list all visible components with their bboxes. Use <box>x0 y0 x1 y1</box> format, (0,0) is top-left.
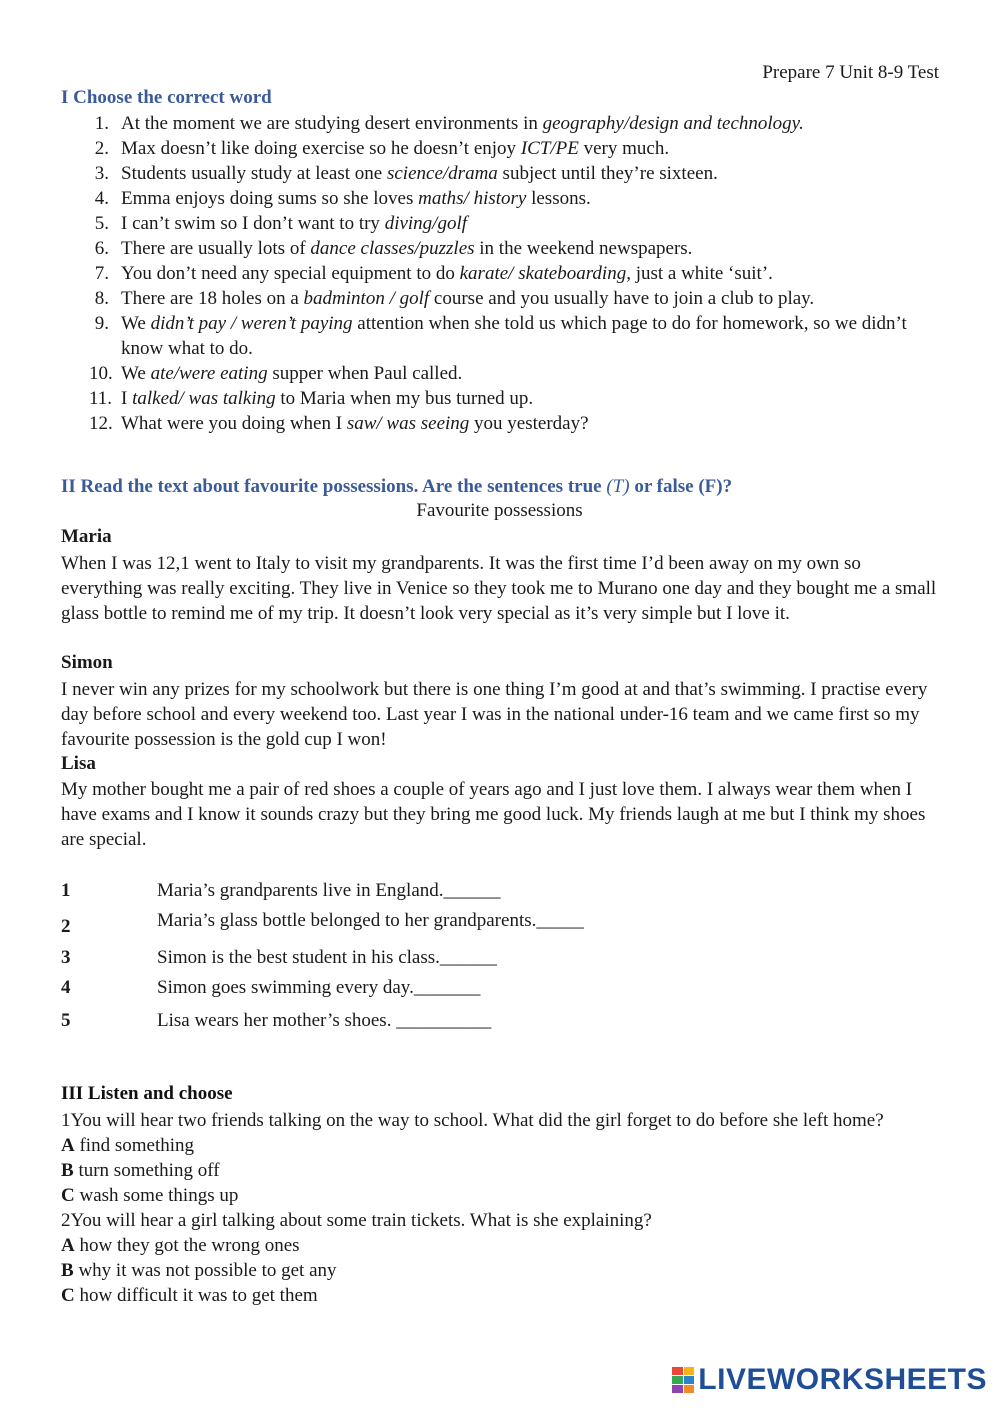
question-text <box>121 261 941 286</box>
question-ending: supper when Paul called. <box>267 363 463 384</box>
question-text <box>121 136 941 161</box>
maria-heading: Maria <box>61 526 112 547</box>
question-stem: Max doesn’t like doing exercise so he doesn’t enjoy <box>121 138 521 159</box>
simon-paragraph: I never win any prizes for my schoolwork but there is one thing I’m good at and that’s swimming. I practise every day before school and every weekend too. Last year I was in the national under-16 team and we came first so my favourite possession is the gold cup I won! <box>61 679 928 750</box>
question-number: 8. <box>94 288 109 309</box>
listening-questions <box>61 1108 941 1308</box>
question-ending: very much. <box>578 138 670 159</box>
question-text <box>121 361 941 386</box>
answer-options[interactable]: diving/golf <box>384 213 468 234</box>
answer-options[interactable]: ICT/PE <box>520 138 579 159</box>
question-number: 1. <box>94 113 109 134</box>
question-number: 9. <box>94 313 109 334</box>
maria-paragraph: When I was 12,1 went to Italy to visit my grandparents. It was the first time I’d been away on my own so everything was really exciting. They live in Venice so they took me to Murano one day and they bought me a small glass bottle to remind me of my trip. It doesn’t look very special as it’s very simple but I love it. <box>61 553 937 624</box>
statement-text: Maria’s grandparents live in England.______ <box>157 880 501 901</box>
statement-row[interactable] <box>61 977 761 999</box>
question-item <box>61 311 941 361</box>
answer-options[interactable]: dance classes/puzzles <box>310 238 475 259</box>
reading-text-title: Favourite possessions <box>416 500 583 521</box>
answer-options[interactable]: science/drama <box>386 163 498 184</box>
answer-options[interactable]: talked/ was talking <box>132 388 276 409</box>
question-stem: We <box>121 363 151 384</box>
q1-option-c[interactable]: C wash some things up <box>61 1185 239 1206</box>
statement-row[interactable] <box>61 1010 761 1032</box>
question-stem: We <box>121 313 151 334</box>
question-2: 2You will hear a girl talking about some train tickets. What is she explaining? <box>61 1210 652 1231</box>
question-number: 2. <box>94 138 109 159</box>
q1-option-a[interactable]: A find something <box>61 1135 195 1156</box>
statement-row[interactable] <box>61 880 761 902</box>
question-1: 1You will hear two friends talking on the way to school. What did the girl forget to do before she left home? <box>61 1110 884 1131</box>
simon-heading: Simon <box>61 652 113 673</box>
question-stem: There are 18 holes on a <box>121 288 304 309</box>
question-ending: in the weekend newspapers. <box>474 238 693 259</box>
statement-text: Maria’s glass bottle belonged to her grandparents._____ <box>157 910 584 931</box>
question-ending: subject until they’re sixteen. <box>497 163 718 184</box>
question-stem: There are usually lots of <box>121 238 311 259</box>
statement-number: 5 <box>61 1010 71 1031</box>
question-stem: Students usually study at least one <box>121 163 387 184</box>
question-text <box>121 186 941 211</box>
statement-text: Simon goes swimming every day._______ <box>157 977 481 998</box>
question-text <box>121 386 941 411</box>
statement-text: Lisa wears her mother’s shoes. __________ <box>157 1010 492 1031</box>
lisa-heading: Lisa <box>61 753 96 774</box>
question-ending: you yesterday? <box>469 413 589 434</box>
question-text <box>121 161 941 186</box>
question-item <box>61 136 941 161</box>
question-text <box>121 111 941 136</box>
question-item <box>61 386 941 411</box>
question-ending: just a white ‘suit’. <box>630 263 773 284</box>
question-ending: to Maria when my bus turned up. <box>275 388 534 409</box>
question-stem: I <box>121 388 133 409</box>
answer-options[interactable]: geography/design and technology. <box>542 113 804 134</box>
choose-word-list <box>61 111 941 436</box>
question-item <box>61 186 941 211</box>
question-text <box>121 286 941 311</box>
section-1-title: I Choose the correct word <box>61 87 272 108</box>
question-item <box>61 161 941 186</box>
question-text <box>121 411 941 436</box>
statement-row[interactable] <box>61 947 761 969</box>
question-number: 4. <box>94 188 109 209</box>
question-stem: At the moment we are studying desert environments in <box>121 113 543 134</box>
question-item <box>61 261 941 286</box>
question-ending: course and you usually have to join a club to play. <box>429 288 815 309</box>
q2-option-b[interactable]: B why it was not possible to get any <box>61 1260 337 1281</box>
answer-options[interactable]: maths/ history <box>418 188 527 209</box>
question-stem: Emma enjoys doing sums so she loves <box>121 188 419 209</box>
question-stem: I can’t swim so I don’t want to try <box>121 213 385 234</box>
question-item <box>61 236 941 261</box>
question-number: 3. <box>94 163 109 184</box>
section-2-title: II Read the text about favourite possessions. Are the sentences true (T) or false (F)? <box>61 476 733 497</box>
question-item <box>61 286 941 311</box>
statement-text: Simon is the best student in his class.______ <box>157 947 497 968</box>
section-3-title: III Listen and choose <box>61 1083 233 1104</box>
statement-number: 4 <box>61 977 71 998</box>
question-stem: What were you doing when I <box>121 413 347 434</box>
answer-options[interactable]: ate/were eating <box>150 363 268 384</box>
logo-mark-icon <box>672 1367 694 1393</box>
question-text <box>121 211 941 236</box>
question-number: 12. <box>89 413 113 434</box>
q2-option-c[interactable]: C how difficult it was to get them <box>61 1285 318 1306</box>
question-number: 6. <box>94 238 109 259</box>
question-item <box>61 211 941 236</box>
question-ending: lessons. <box>526 188 591 209</box>
statement-number: 3 <box>61 947 71 968</box>
statement-number: 1 <box>61 880 71 901</box>
question-stem: You don’t need any special equipment to do <box>121 263 460 284</box>
statement-number: 2 <box>61 916 71 937</box>
answer-options[interactable]: karate/ skateboarding, <box>459 263 631 284</box>
question-item <box>61 111 941 136</box>
question-ending: attention when she told us which page to do for homework, so we didn’t know what to do. <box>121 313 907 359</box>
answer-options[interactable]: badminton / golf <box>303 288 430 309</box>
logo-text: LIVEWORKSHEETS <box>698 1363 987 1396</box>
question-number: 10. <box>89 363 113 384</box>
liveworksheets-logo <box>672 1363 987 1397</box>
question-text <box>121 311 941 361</box>
answer-options[interactable]: didn’t pay / weren’t paying <box>150 313 353 334</box>
lisa-paragraph: My mother bought me a pair of red shoes a couple of years ago and I just love them. I always wear them when I have exams and I know it sounds crazy but they bring me good luck. My friends laugh at me but I think my shoes are special. <box>61 779 926 850</box>
q1-option-b[interactable]: B turn something off <box>61 1160 220 1181</box>
question-item <box>61 411 941 436</box>
question-number: 7. <box>94 263 109 284</box>
answer-options[interactable]: saw/ was seeing <box>346 413 470 434</box>
question-number: 11. <box>89 388 113 409</box>
question-item <box>61 361 941 386</box>
q2-option-a[interactable]: A how they got the wrong ones <box>61 1235 300 1256</box>
test-title: Prepare 7 Unit 8-9 Test <box>762 62 939 83</box>
question-number: 5. <box>94 213 109 234</box>
question-text <box>121 236 941 261</box>
statement-row[interactable] <box>61 910 761 938</box>
